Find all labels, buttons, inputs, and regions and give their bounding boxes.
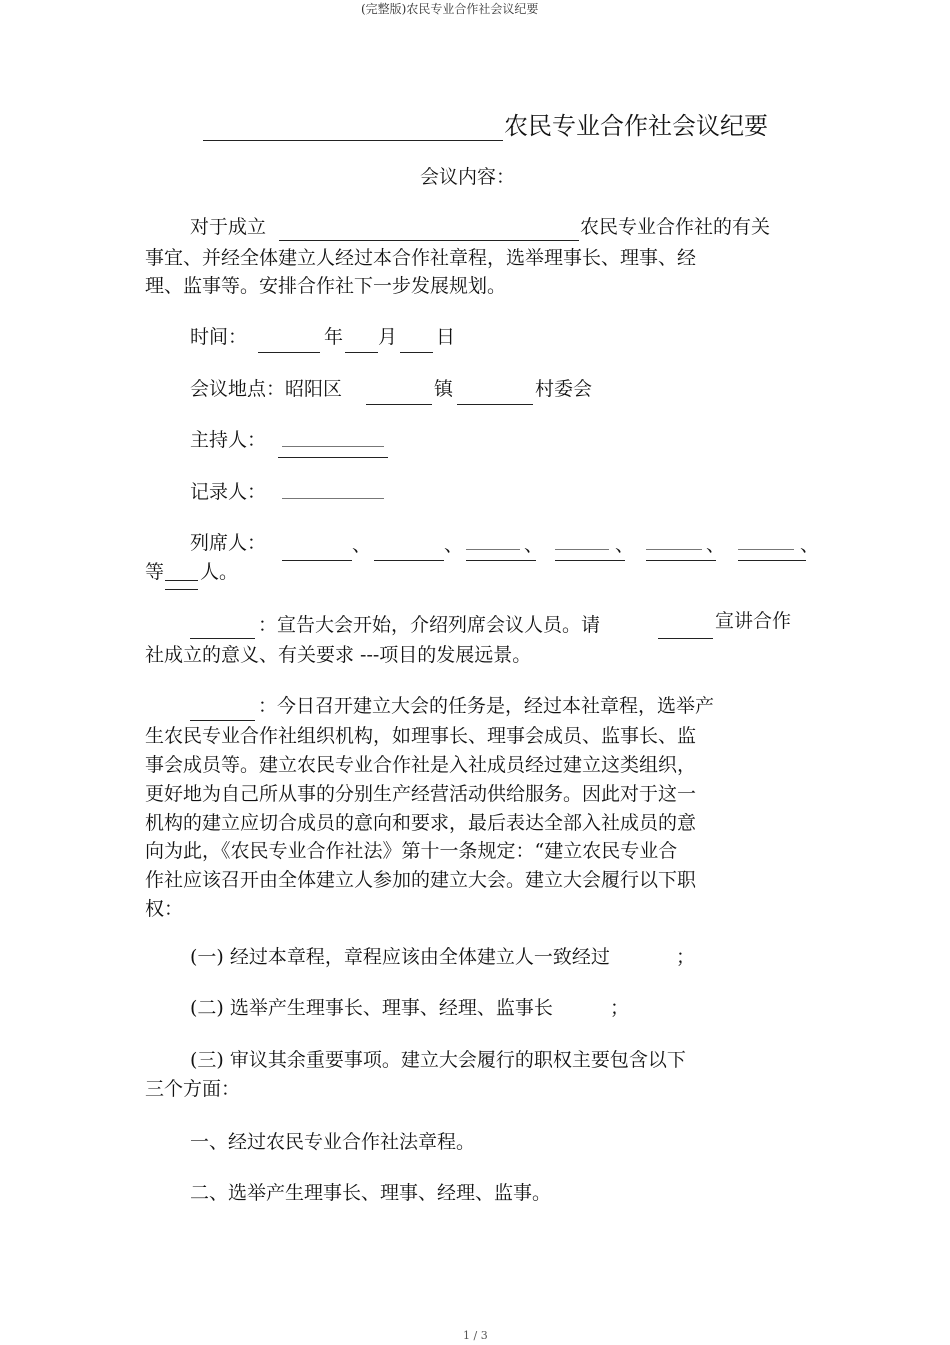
- attendees-label: 列席人：: [190, 532, 267, 554]
- recorder-blank: [282, 498, 384, 499]
- task-line: 事会成员等。建立农民专业合作社是入社成员经过建立这类组织，: [145, 754, 697, 776]
- announce-text-1: ：宣告大会开始，介绍列席会议人员。请: [258, 614, 601, 636]
- attendee-separator: 、: [524, 534, 544, 556]
- item-3: (三) 审议其余重要事项。建立大会履行的职权主要包含以下: [190, 1049, 686, 1071]
- item-3-continued: 三个方面：: [145, 1078, 241, 1100]
- attendee-blank-6: [738, 560, 806, 561]
- item-2: (二) 选举产生理事长、理事、经理、监事长: [190, 997, 553, 1019]
- attendee-separator: 、: [706, 534, 726, 556]
- attendee-blank-3-top: [466, 549, 520, 550]
- year-label: 年: [324, 326, 344, 348]
- place-label: 会议地点：昭阳区: [190, 378, 343, 400]
- point-1: 一、经过农民专业合作社法章程。: [190, 1131, 476, 1153]
- host-blank: [278, 457, 388, 458]
- attendee-blank-6-top: [738, 549, 794, 550]
- coop-name-blank: [279, 240, 579, 241]
- host-label: 主持人：: [190, 429, 267, 451]
- month-blank: [345, 352, 378, 353]
- page-number: 1 / 3: [463, 1329, 488, 1342]
- task-line: 权：: [145, 898, 184, 920]
- section-heading: 会议内容：: [420, 166, 516, 188]
- page-title: 农民专业合作社会议纪要: [504, 112, 768, 140]
- item-2-end: ；: [610, 997, 630, 1019]
- task-line: 生农民专业合作社组织机构，如理事长、理事会成员、监事长、监: [145, 725, 697, 747]
- attendee-blank-5: [646, 560, 716, 561]
- town-blank: [366, 404, 432, 405]
- announce-text-2: 宣讲合作: [715, 610, 792, 632]
- attendee-blank-5-top: [646, 549, 702, 550]
- time-label: 时间：: [190, 326, 248, 348]
- village-label: 村委会: [535, 378, 593, 400]
- item-1: (一) 经过本章程，章程应该由全体建立人一致经过: [190, 946, 610, 968]
- intro-line-3: 理、监事等。安排合作社下一步发展规划。: [145, 275, 507, 297]
- title-blank-line: [203, 140, 503, 141]
- task-line: 机构的建立应切合成员的意向和要求，最后表达全部入社成员的意: [145, 812, 697, 834]
- point-2: 二、选举产生理事长、理事、经理、监事。: [190, 1182, 552, 1204]
- day-label: 日: [436, 326, 456, 348]
- attendee-separator: 、: [352, 534, 372, 556]
- year-blank: [258, 352, 320, 353]
- attendee-blank-2: [374, 560, 444, 561]
- attendees-person: 人。: [200, 561, 239, 583]
- town-label: 镇: [434, 378, 454, 400]
- item-1-end: ；: [676, 946, 696, 968]
- task-line-1: ：今日召开建立大会的任务是，经过本社章程，选举产: [258, 695, 715, 717]
- task-line: 更好地为自己所从事的分别生产经营活动供给服务。因此对于这一: [145, 783, 697, 805]
- speaker-blank: [658, 638, 713, 639]
- task-line: 作社应该召开由全体建立人参加的建立大会。建立大会履行以下职: [145, 869, 697, 891]
- document-header: (完整版)农民专业合作社会议纪要: [361, 2, 539, 16]
- recorder-label: 记录人：: [190, 481, 267, 503]
- attendee-separator: 、: [615, 534, 635, 556]
- day-blank: [400, 352, 433, 353]
- attendee-separator: 、: [800, 534, 820, 556]
- task-line: 向为此，《农民专业合作社法》第十一条规定：“建立农民专业合: [145, 840, 678, 862]
- attendee-count-blank: [165, 580, 198, 581]
- attendee-blank-4: [555, 560, 625, 561]
- intro-line-2: 事宜、并经全体建立人经过本合作社章程，选举理事长、理事、经: [145, 247, 697, 269]
- intro-prefix: 对于成立: [190, 216, 267, 238]
- attendee-separator: 、: [444, 534, 464, 556]
- host-blank-top: [282, 446, 384, 447]
- village-blank: [457, 404, 533, 405]
- announce-line-2: 社成立的意义、有关要求 ---项目的发展远景。: [145, 644, 532, 666]
- month-label: 月: [378, 326, 398, 348]
- attendee-blank-3: [466, 560, 536, 561]
- attendee-blank-1: [282, 560, 352, 561]
- announcer-blank: [190, 638, 255, 639]
- intro-suffix: 农民专业合作社的有关: [580, 216, 771, 238]
- attendees-etc: 等: [145, 561, 165, 583]
- attendee-count-blank-2: [165, 589, 198, 590]
- attendee-blank-4-top: [555, 549, 609, 550]
